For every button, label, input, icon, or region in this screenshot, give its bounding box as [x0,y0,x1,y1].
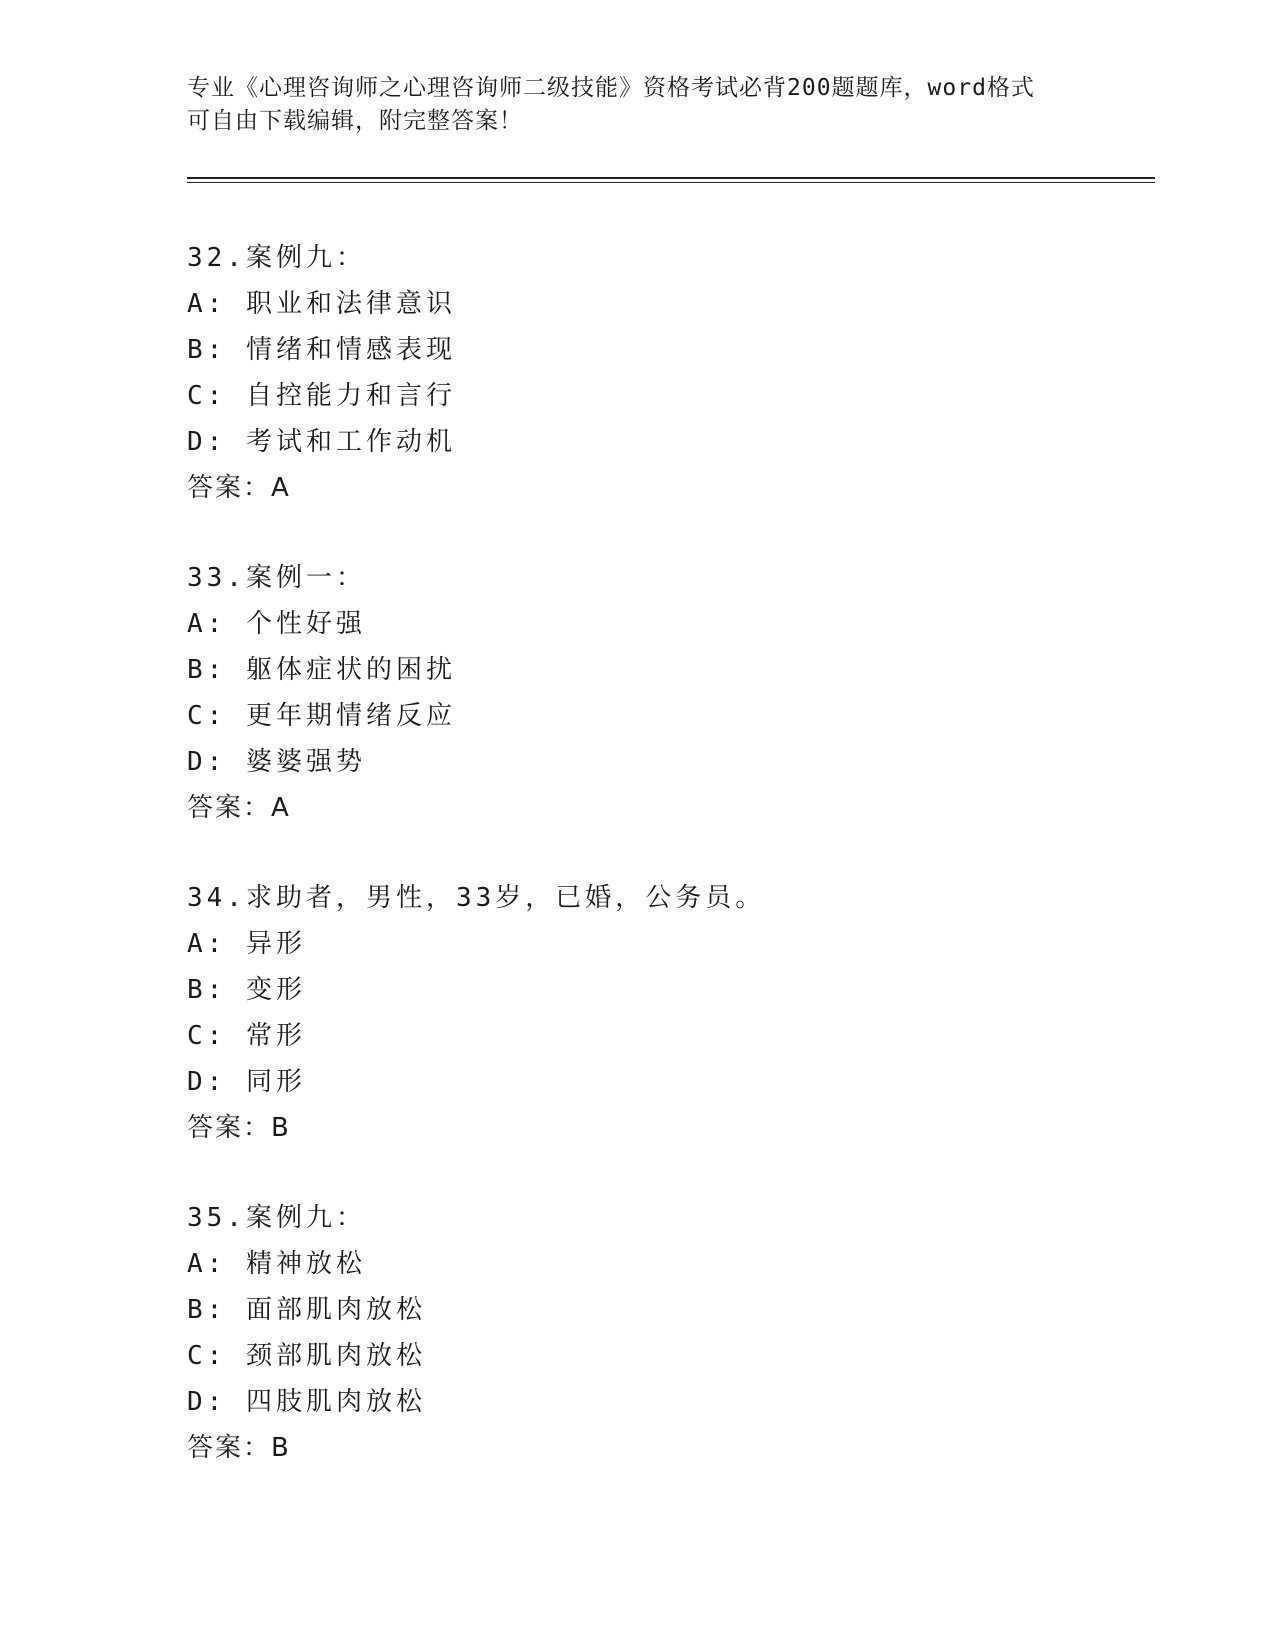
answer-line: 答案：A [187,473,291,503]
question-stem: 32.案例九： [187,243,366,273]
question-stem: 34.求助者，男性，33岁，已婚，公务员。 [187,883,766,913]
answer-line: 答案：A [187,793,291,823]
header-line-1: 专业《心理咨询师之心理咨询师二级技能》资格考试必背200题题库，word格式 [187,75,1035,101]
option-c: C: 自控能力和言行 [187,381,456,411]
option-a: A: 个性好强 [187,609,366,639]
answer-line: 答案：B [187,1433,291,1463]
document-header [187,72,1087,138]
question-stem: 33.案例一： [187,563,366,593]
option-a: A: 异形 [187,929,306,959]
question-item [187,1195,1155,1471]
option-d: D: 同形 [187,1067,306,1097]
option-c: C: 颈部肌肉放松 [187,1341,426,1371]
option-a: A: 职业和法律意识 [187,289,456,319]
question-stem: 35.案例九： [187,1203,366,1233]
option-d: D: 考试和工作动机 [187,427,456,457]
option-c: C: 常形 [187,1021,306,1051]
option-b: B: 情绪和情感表现 [187,335,456,365]
header-divider-thick [187,177,1155,179]
question-item [187,875,1155,1151]
option-b: B: 变形 [187,975,306,1005]
option-d: D: 婆婆强势 [187,747,366,777]
option-d: D: 四肢肌肉放松 [187,1387,426,1417]
option-b: B: 面部肌肉放松 [187,1295,426,1325]
header-divider-thin [187,182,1155,183]
question-item [187,555,1155,831]
option-b: B: 躯体症状的困扰 [187,655,456,685]
question-list [187,235,1155,1515]
header-line-2: 可自由下载编辑，附完整答案！ [187,108,523,134]
option-c: C: 更年期情绪反应 [187,701,456,731]
question-item [187,235,1155,511]
answer-line: 答案：B [187,1113,291,1143]
option-a: A: 精神放松 [187,1249,366,1279]
